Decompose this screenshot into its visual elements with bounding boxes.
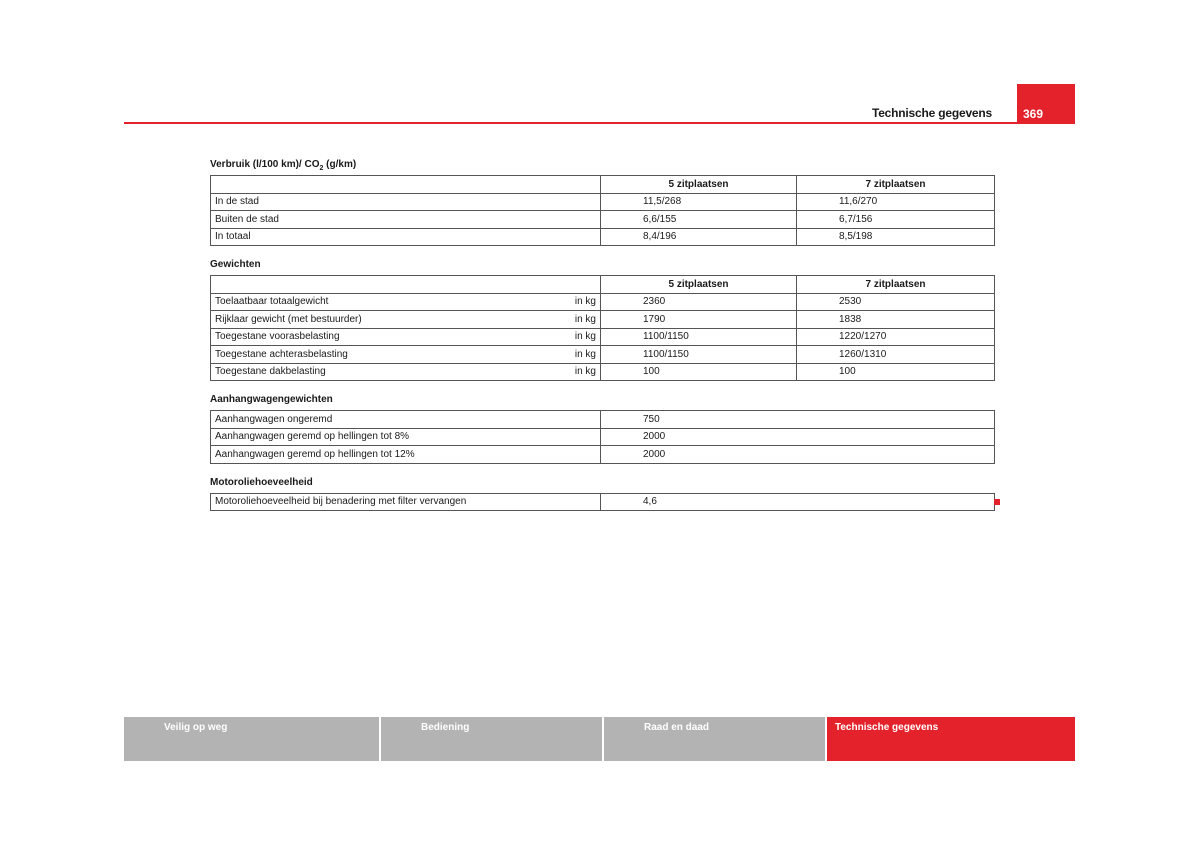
footer-nav <box>124 717 1075 761</box>
row-unit: in kg <box>574 313 596 325</box>
trailer-table <box>210 410 995 464</box>
column-header: 7 zitplaatsen <box>797 176 995 194</box>
cell-5-seats: 1790 <box>601 311 797 329</box>
footer-tab-veilig-op-weg[interactable]: Veilig op weg <box>124 717 379 761</box>
cell-7-seats: 2530 <box>797 293 995 311</box>
row-unit: in kg <box>574 296 596 308</box>
row-label: Toegestane achterasbelasting <box>215 348 348 360</box>
row-label: Toelaatbaar totaalgewicht <box>215 296 329 308</box>
row-label: Toegestane voorasbelasting <box>215 331 340 343</box>
weights-table <box>210 275 995 381</box>
column-header: 5 zitplaatsen <box>601 176 797 194</box>
row-label-cell <box>211 328 601 346</box>
row-label: In de stad <box>211 193 601 211</box>
footer-tab-technische-gegevens[interactable]: Technische gegevens <box>827 717 1075 761</box>
row-unit: in kg <box>574 366 596 378</box>
table-row <box>211 293 995 311</box>
table-row <box>211 311 995 329</box>
page-number: 369 <box>1017 84 1075 124</box>
row-value: 2000 <box>601 428 995 446</box>
oil-section-title: Motoroliehoeveelheid <box>210 476 313 488</box>
cell-7-seats: 8,5/198 <box>797 228 995 246</box>
table-row <box>211 346 995 364</box>
column-header <box>211 276 601 294</box>
row-label-cell <box>211 363 601 381</box>
row-unit: in kg <box>574 348 596 360</box>
footer-tab-bediening[interactable]: Bediening <box>381 717 602 761</box>
table-row <box>211 328 995 346</box>
cell-5-seats: 1100/1150 <box>601 346 797 364</box>
row-label: Buiten de stad <box>211 211 601 229</box>
row-label: In totaal <box>211 228 601 246</box>
consumption-title-prefix: Verbruik (l/100 km)/ CO <box>210 159 320 170</box>
consumption-title-subscript: 2 <box>319 165 324 172</box>
row-label: Aanhangwagen geremd op hellingen tot 8% <box>211 428 601 446</box>
row-label: Toegestane dakbelasting <box>215 366 326 378</box>
consumption-title-suffix: (g/km) <box>323 159 357 170</box>
row-value: 2000 <box>601 446 995 464</box>
consumption-table <box>210 175 995 246</box>
cell-5-seats: 11,5/268 <box>601 193 797 211</box>
cell-7-seats: 11,6/270 <box>797 193 995 211</box>
consumption-section-title <box>210 155 994 175</box>
row-label: Aanhangwagen ongeremd <box>211 411 601 429</box>
cell-7-seats: 1260/1310 <box>797 346 995 364</box>
trailer-section-title: Aanhangwagengewichten <box>210 394 333 405</box>
cell-7-seats: 6,7/156 <box>797 211 995 229</box>
cell-7-seats: 1838 <box>797 311 995 329</box>
column-header: 7 zitplaatsen <box>797 276 995 294</box>
page-header-title: Technische gegevens <box>871 106 992 120</box>
column-header <box>211 176 601 194</box>
column-header: 5 zitplaatsen <box>601 276 797 294</box>
cell-5-seats: 8,4/196 <box>601 228 797 246</box>
table-row <box>211 211 995 229</box>
row-label: Motoroliehoeveelheid bij benadering met filter vervangen <box>211 493 601 511</box>
table-row <box>211 411 995 429</box>
header-divider <box>124 122 1075 124</box>
section-end-marker <box>994 499 1000 505</box>
footer-tab-raad-en-daad[interactable]: Raad en daad <box>604 717 825 761</box>
row-label-cell <box>211 311 601 329</box>
oil-table <box>210 493 995 512</box>
content-area <box>210 155 994 511</box>
cell-5-seats: 2360 <box>601 293 797 311</box>
row-label-cell <box>211 346 601 364</box>
row-label: Aanhangwagen geremd op hellingen tot 12% <box>211 446 601 464</box>
table-header-row <box>211 176 995 194</box>
row-label-cell <box>211 293 601 311</box>
row-value: 750 <box>601 411 995 429</box>
table-row <box>211 428 995 446</box>
cell-7-seats: 100 <box>797 363 995 381</box>
table-row <box>211 446 995 464</box>
table-row <box>211 193 995 211</box>
cell-5-seats: 6,6/155 <box>601 211 797 229</box>
table-header-row <box>211 276 995 294</box>
table-row <box>211 363 995 381</box>
table-row <box>211 228 995 246</box>
row-value: 4,6 <box>601 493 995 511</box>
weights-section-title: Gewichten <box>210 259 261 270</box>
cell-7-seats: 1220/1270 <box>797 328 995 346</box>
row-unit: in kg <box>574 331 596 343</box>
table-row <box>211 493 995 511</box>
cell-5-seats: 1100/1150 <box>601 328 797 346</box>
row-label: Rijklaar gewicht (met bestuurder) <box>215 313 362 325</box>
cell-5-seats: 100 <box>601 363 797 381</box>
